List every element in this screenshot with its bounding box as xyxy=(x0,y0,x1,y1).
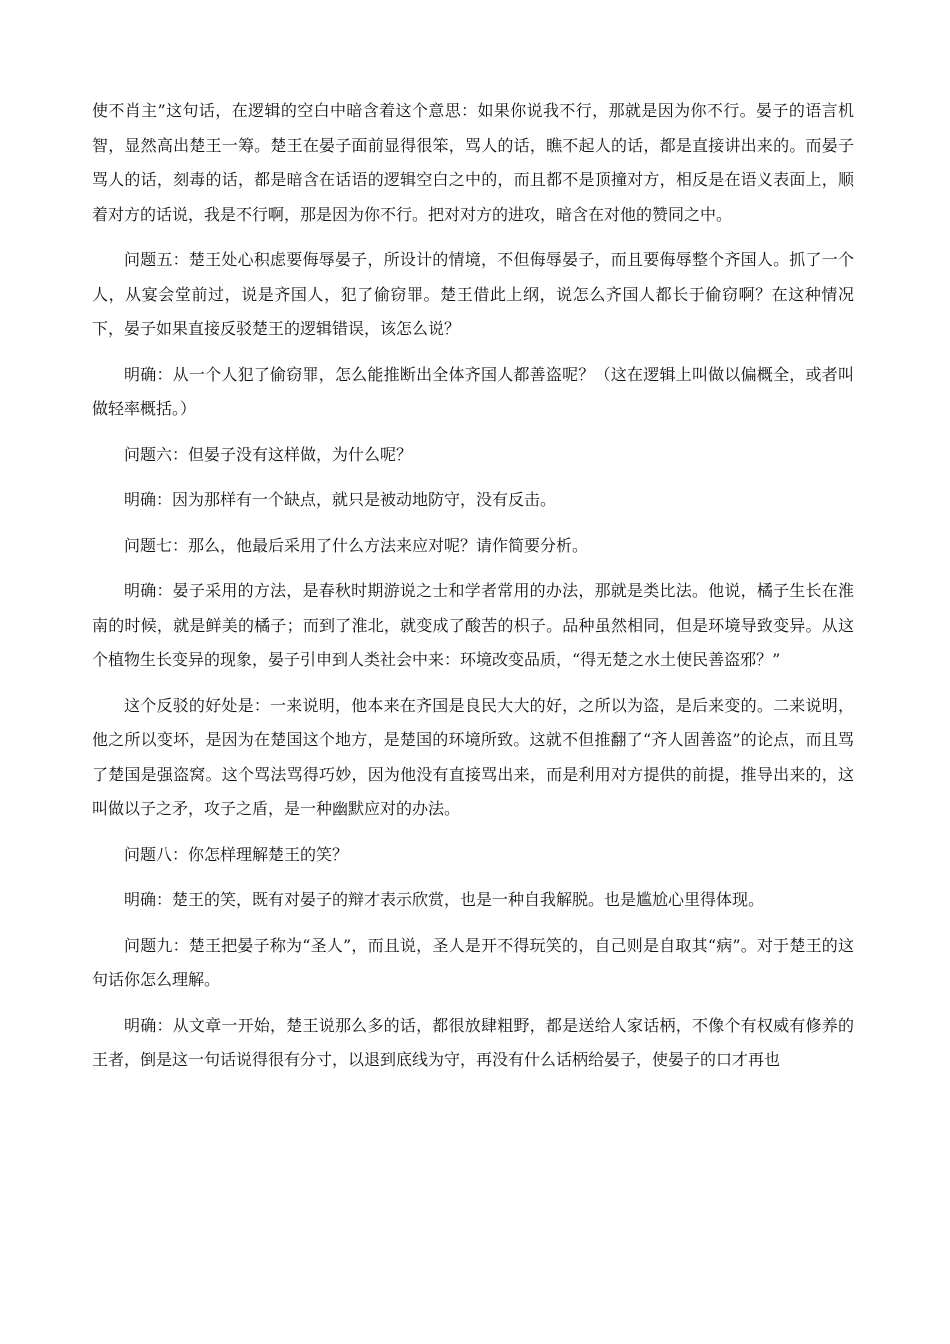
paragraph-answer-8: 明确：楚王的笑，既有对晏子的辩才表示欣赏，也是一种自我解脱。也是尴尬心里得体现。 xyxy=(124,890,765,909)
paragraph-answer-6: 明确：因为那样有一个缺点，就只是被动地防守，没有反击。 xyxy=(124,490,557,509)
paragraph-question-8: 问题八：你怎样理解楚王的笑？ xyxy=(124,844,349,864)
paragraph-continued: 使不肖主”这句话，在逻辑的空白中暗含着这个意思：如果你说我不行，那就是因为你不行。晏子的语言机智，显然高出楚王一筹。楚王在晏子面前显得很笨，骂人的话，瞧不起人的话，都是直接讲出来的。而晏子骂人的话，刻毒的话，都是暗含在话语的逻辑空白之中的，而且都不是顶撞对方，相反是在语义表面上，顺着对方的话说，我是不行啊，那是因为你不行。把对对方的进攻，暗含在对他的赞同之中。 xyxy=(92,101,854,224)
document-body xyxy=(92,94,854,1089)
paragraph-answer-9: 明确：从文章一开始，楚王说那么多的话，都很放肆粗野，都是送给人家话柄，不像个有权威有修养的王者，倒是这一句话说得很有分寸，以退到底线为守，再没有什么话柄给晏子，使晏子的口才再也 xyxy=(92,1015,854,1069)
paragraph-answer-7: 明确：晏子采用的方法，是春秋时期游说之士和学者常用的办法，那就是类比法。他说，橘子生长在淮南的时候，就是鲜美的橘子；而到了淮北，就变成了酸苦的枳子。品种虽然相同，但是环境导致变异。从这个植物生长变异的现象，晏子引申到人类社会中来：环境改变品质，“得无楚之水土使民善盗邪？” xyxy=(92,581,854,669)
paragraph-answer-5: 明确：从一个人犯了偷窃罪，怎么能推断出全体齐国人都善盗呢？（这在逻辑上叫做以偏概全，或者叫做轻率概括。） xyxy=(92,364,854,418)
paragraph-question-5: 问题五：楚王处心积虑要侮辱晏子，所设计的情境，不但侮辱晏子，而且要侮辱整个齐国人。抓了一个人，从宴会堂前过，说是齐国人，犯了偷窃罪。楚王借此上纲，说怎么齐国人都长于偷窃啊？在这种情况下，晏子如果直接反驳楚王的逻辑错误，该怎么说？ xyxy=(92,250,854,338)
paragraph-question-7: 问题七：那么，他最后采用了什么方法来应对呢？请作简要分析。 xyxy=(124,535,589,555)
paragraph-analysis: 这个反驳的好处是：一来说明，他本来在齐国是良民大大的好，之所以为盗，是后来变的。二来说明，他之所以变坏，是因为在楚国这个地方，是楚国的环境所致。这就不但推翻了“齐人固善盗”的论点，而且骂了楚国是强盗窝。这个骂法骂得巧妙，因为他没有直接骂出来，而是利用对方提供的前提，推导出来的，这叫做以子之矛，攻子之盾，是一种幽默应对的办法。 xyxy=(92,695,854,818)
paragraph-question-6: 问题六：但晏子没有这样做，为什么呢？ xyxy=(124,444,413,464)
paragraph-question-9: 问题九：楚王把晏子称为“圣人”，而且说，圣人是开不得玩笑的，自己则是自取其“病”。对于楚王的这句话你怎么理解。 xyxy=(92,935,854,989)
